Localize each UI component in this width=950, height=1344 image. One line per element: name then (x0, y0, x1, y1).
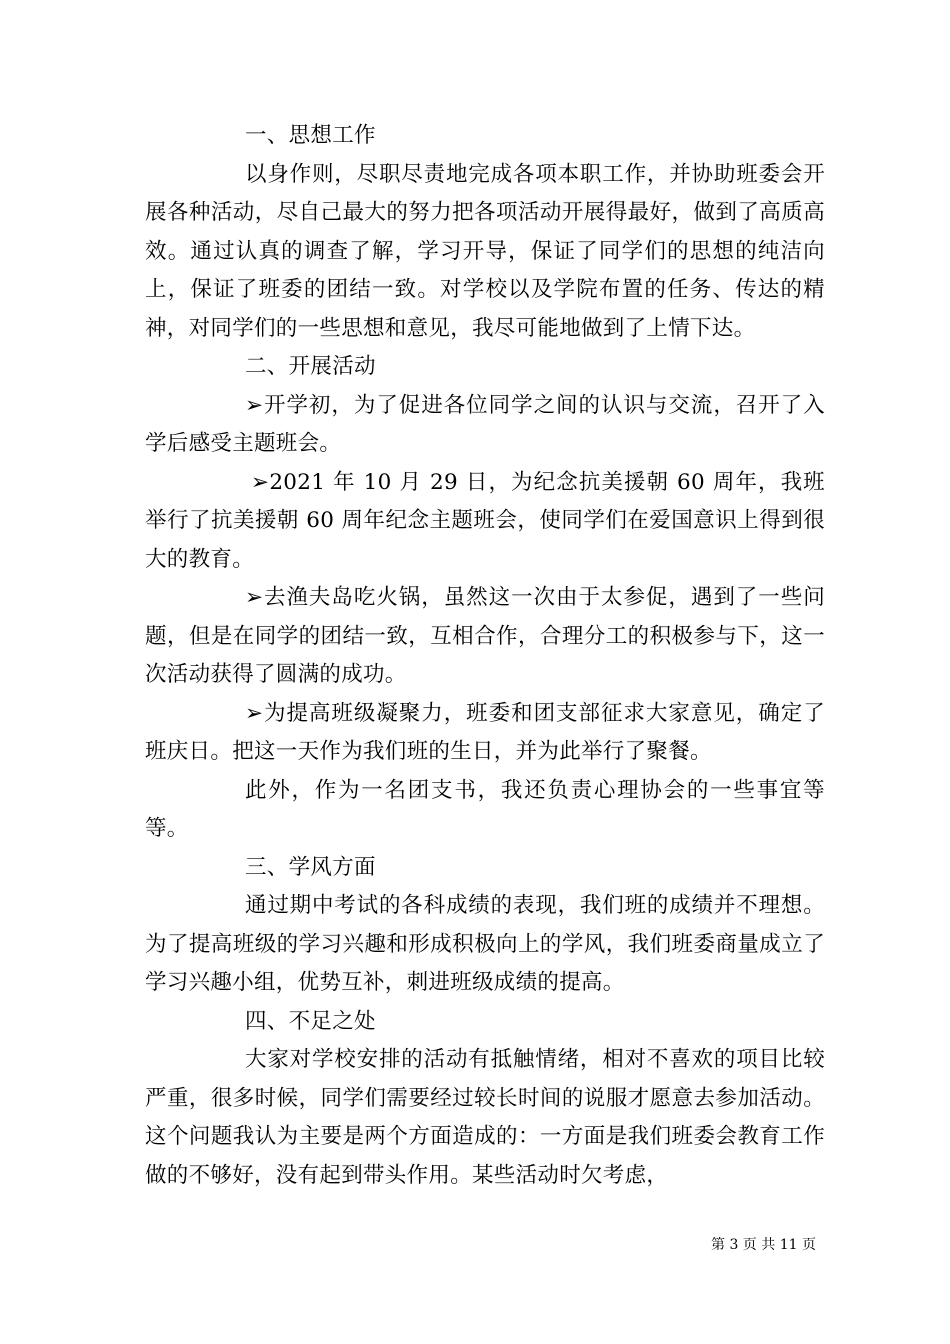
bullet-opening-meeting: ➢开学初，为了促进各位同学之间的认识与交流，召开了入学后感受主题班会。 (145, 392, 825, 456)
bullet-anniversary-meeting: ➢2021 年 10 月 29 日，为纪念抗美援朝 60 周年，我班举行了抗美援朝 60 周年纪念主题班会，使同学们在爱国意识上得到很大的教育。 (145, 469, 825, 572)
heading-shortcomings: 四、不足之处 (245, 1008, 376, 1034)
paragraph-ideological-work: 以身作则，尽职尽责地完成各项本职工作，并协助班委会开展各种活动，尽自己最大的努力把各项活动开展得最好，做到了高质高效。通过认真的调查了解，学习开导，保证了同学们的思想的纯洁向上，保证了班委的团结一致。对学校以及学院布置的任务、传达的精神，对同学们的一些思想和意见，我尽可能地做到了上情下达。 (145, 161, 825, 341)
bullet-hotpot-outing: ➢去渔夫岛吃火锅，虽然这一次由于太参促，遇到了一些问题，但是在同学的团结一致，互相合作，合理分工的积极参与下，这一次活动获得了圆满的成功。 (145, 585, 825, 687)
paragraph-shortcomings: 大家对学校安排的活动有抵触情绪，相对不喜欢的项目比较严重，很多时候，同学们需要经过较长时间的说服才愿意去参加活动。这个问题我认为主要是两个方面造成的：一方面是我们班委会教育工作做的不够好，没有起到带头作用。某些活动时欠考虑， (145, 1047, 825, 1188)
page-footer (711, 1236, 816, 1254)
paragraph-psychology-association: 此外，作为一名团支书，我还负责心理协会的一些事宜等等。 (145, 777, 825, 841)
page-number-label: 第 3 页 共 11 页 (711, 1237, 816, 1253)
heading-ideological-work: 一、思想工作 (245, 123, 376, 148)
heading-study-style: 三、学风方面 (245, 854, 376, 880)
bullet-class-day: ➢为提高班级凝聚力，班委和团支部征求大家意见，确定了班庆日。把这一天作为我们班的生日，并为此举行了聚餐。 (145, 700, 825, 764)
heading-activities: 二、开展活动 (245, 354, 376, 379)
paragraph-study-style: 通过期中考试的各科成绩的表现，我们班的成绩并不理想。为了提高班级的学习兴趣和形成积极向上的学风，我们班委商量成立了学习兴趣小组，优势互补，刺进班级成绩的提高。 (145, 893, 825, 995)
document-body (145, 117, 825, 1195)
